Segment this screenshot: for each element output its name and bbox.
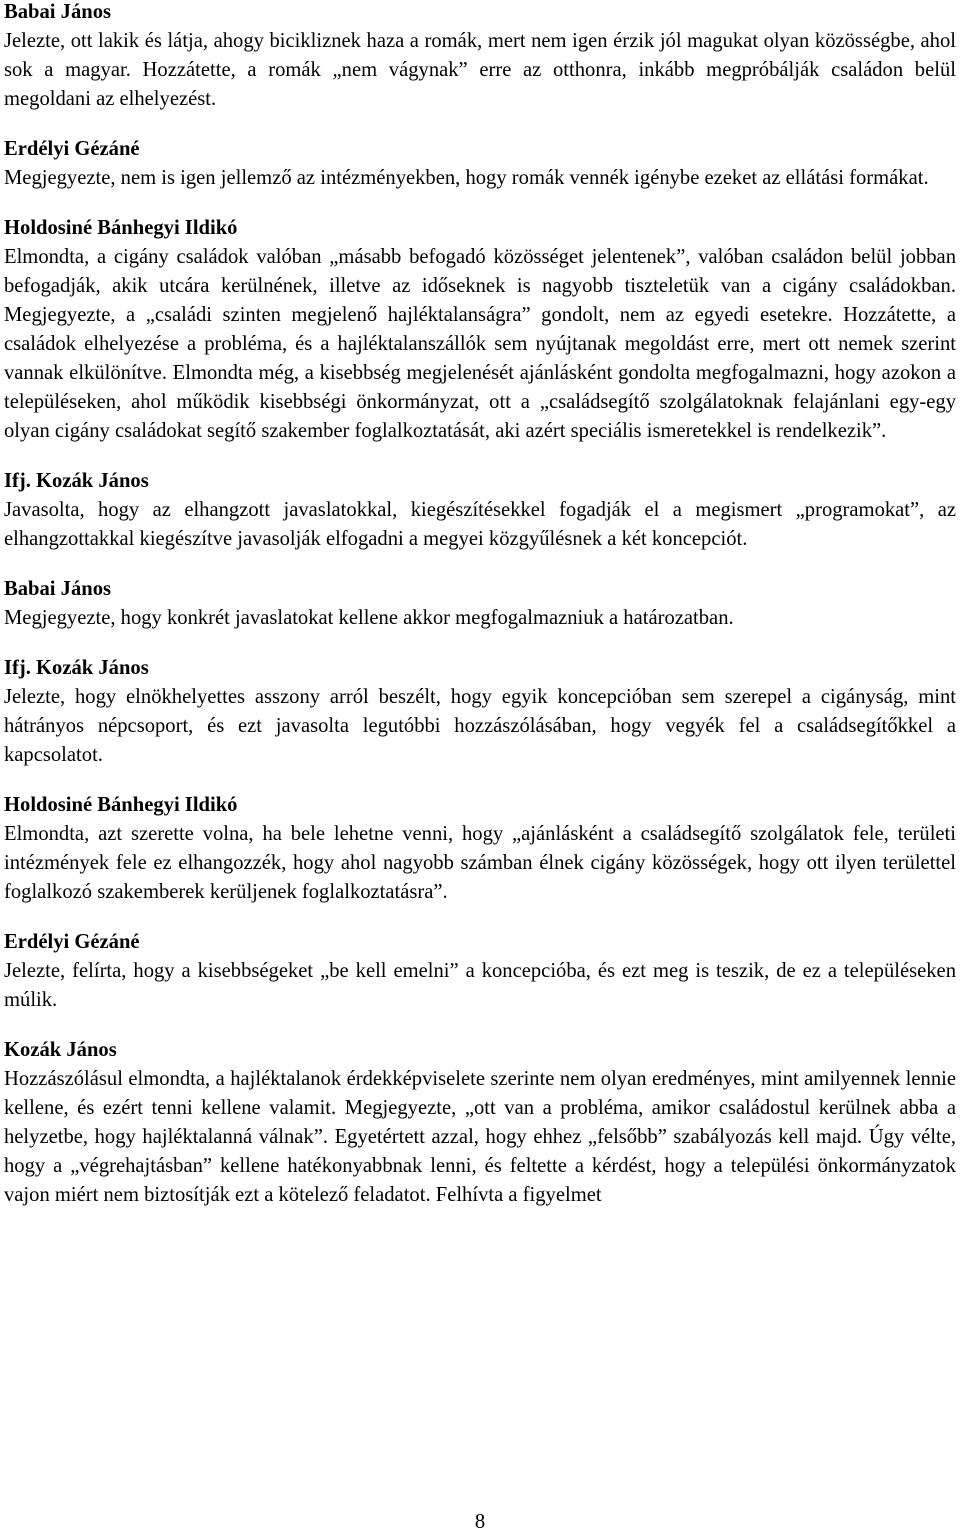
speaker-name: Babai János [4,578,112,600]
speaker-entry [4,575,956,633]
document-page [4,0,956,1231]
speaker-entry [4,467,956,554]
speech-text: Javasolta, hogy az elhangzott javaslatokkal, kiegészítésekkel fogadják el a megismert „programokat”, az elhangzottakkal kiegészítve javasolják elfogadni a megyei közgyűlésnek a két koncepciót. [4,499,956,550]
speaker-entry [4,791,956,907]
speech-text: Jelezte, hogy elnökhelyettes asszony arról beszélt, hogy egyik koncepcióban sem szerepel a cigányság, mint hátrányos népcsoport, és ezt javasolta legutóbbi hozzászólásában, hogy vegyék fel a családsegítőkkel a kapcsolatot. [4,686,956,766]
speech-text: Elmondta, a cigány családok valóban „másabb befogadó közösséget jelentenek”, valóban családon belül jobban befogadják, akik utcára kerülnének, illetve az időseknek is nagyobb tiszteletük van a cigány családokban. Megjegyezte, a „családi szinten megjelenő hajléktalanságra” gondolt, nem az egyedi esetekre. Hozzátette, a családok elhelyezése a probléma, és a hajléktalanszállók sem nyújtanak megoldást erre, mert ott nemek szerint vannak elkülönítve. Elmondta még, a kisebbség megjelenését ajánlásként gondolta megfogalmazni, hogy azokon a településeken, ahol működik kisebbségi önkormányzat, ott a „családsegítő szolgálatoknak felajánlani egy-egy olyan cigány családokat segítő szakember foglalkoztatását, aki azért speciális ismeretekkel is rendelkezik”. [4,246,956,442]
speech-text: Megjegyezte, hogy konkrét javaslatokat kellene akkor megfogalmazniuk a határozatban. [4,607,734,629]
speaker-name: Kozák János [4,1039,117,1061]
page-number: 8 [474,1511,486,1533]
speaker-entry [4,135,956,193]
speech-text: Elmondta, azt szerette volna, ha bele lehetne venni, hogy „ajánlásként a családsegítő szolgálatok fele, területi intézmények fele ez elhangozzék, hogy ahol nagyobb számban élnek cigány közösségek, hogy ott ilyen területtel foglalkozó szakemberek kerüljenek foglalkoztatásra”. [4,823,956,903]
speaker-name: Holdosiné Bánhegyi Ildikó [4,217,238,239]
speech-text: Megjegyezte, nem is igen jellemző az intézményekben, hogy romák vennék igénybe ezeket az ellátási formákat. [4,167,929,189]
speech-text: Hozzászólásul elmondta, a hajléktalanok érdekképviselete szerinte nem olyan eredményes, mint amilyennek lennie kellene, és ezért tenni kellene valamit. Megjegyezte, „ott van a probléma, amikor családostul kerülnek abba a helyzetbe, hogy hajléktalanná válnak”. Egyetértett azzal, hogy ehhez „felsőbb” szabályozás kell majd. Úgy vélte, hogy a „végrehajtásban” kellene hatékonyabbnak lenni, és feltette a kérdést, hogy a települési önkormányzatok vajon miért nem biztosítják ezt a kötelező feladatot. Felhívta a figyelmet [4,1068,956,1206]
speaker-name: Holdosiné Bánhegyi Ildikó [4,794,238,816]
speaker-entry [4,1036,956,1210]
speaker-name: Erdélyi Gézáné [4,138,140,160]
speaker-name: Ifj. Kozák János [4,657,149,679]
speaker-name: Ifj. Kozák János [4,470,149,492]
speaker-entry [4,214,956,446]
speaker-entry [4,928,956,1015]
speaker-name: Erdélyi Gézáné [4,931,140,953]
speech-text: Jelezte, felírta, hogy a kisebbségeket „be kell emelni” a koncepcióba, és ezt meg is teszik, de ez a településeken múlik. [4,960,956,1011]
speaker-entry [4,0,956,114]
speaker-entry [4,654,956,770]
speech-text: Jelezte, ott lakik és látja, ahogy bicikliznek haza a romák, mert nem igen érzik jól magukat olyan közösségbe, ahol sok a magyar. Hozzátette, a romák „nem vágynak” erre az otthonra, inkább megpróbálják családon belül megoldani az elhelyezést. [4,30,956,110]
speaker-name: Babai János [4,1,112,23]
